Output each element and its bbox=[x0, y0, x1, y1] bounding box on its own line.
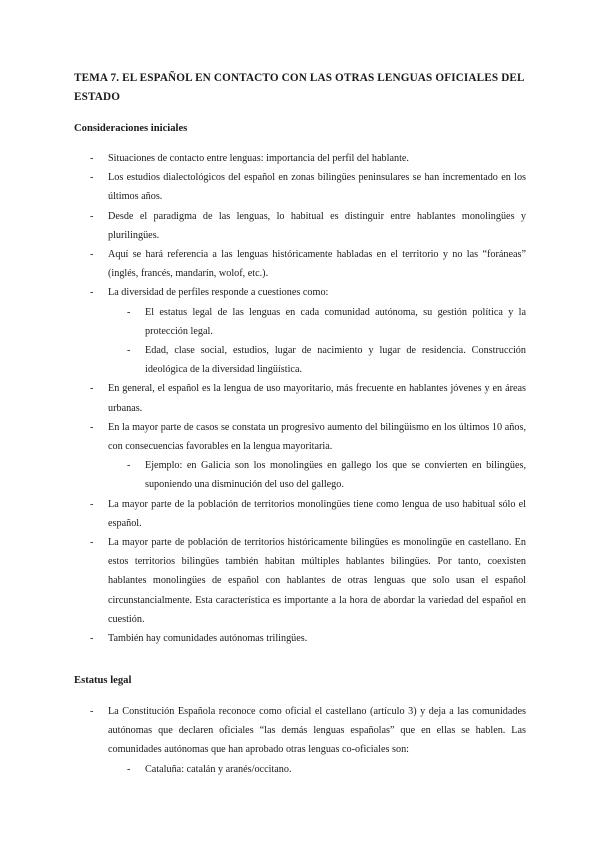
list-item: - La Constitución Española reconoce como oficial el castellano (artículo 3) y deja a las comunidades autónomas que declaren oficiales “las demás lenguas españolas” que en ellas se hablen. Las comunidades autónomas que han aprobado otras lenguas co-oficiales son: bbox=[108, 702, 526, 760]
sub-list-item: - El estatus legal de las lenguas en cada comunidad autónoma, su gestión política y la protección legal. bbox=[145, 303, 526, 341]
list-item: - Situaciones de contacto entre lenguas: importancia del perfil del hablante. bbox=[108, 149, 526, 168]
sub-list-item: - Cataluña: catalán y aranés/occitano. bbox=[145, 760, 526, 779]
list-item: - Los estudios dialectológicos del español en zonas bilingües peninsulares se han incrementado en los últimos años. bbox=[108, 168, 526, 206]
list-item: - La mayor parte de la población de territorios monolingües tiene como lengua de uso habitual sólo el español. bbox=[108, 495, 526, 533]
section-heading-consideraciones: Consideraciones iniciales bbox=[74, 123, 188, 134]
list-item: - La mayor parte de población de territorios históricamente bilingües es monolingüe en castellano. En estos territorios bilingües también habitan múltiples hablantes bilingües. Por tanto, coexisten hablantes monolingües de español con hablantes de otras lenguas que solo usan el español circunstancialmente. Esta característica es importante a la hora de abordar la variedad del español en cuestión. bbox=[108, 533, 526, 629]
bullet-list-estatus-legal bbox=[0, 702, 600, 779]
list-item: - También hay comunidades autónomas trilingües. bbox=[108, 629, 526, 648]
sub-list-item: - Edad, clase social, estudios, lugar de nacimiento y lugar de residencia. Construcción ideológica de la diversidad lingüística. bbox=[145, 341, 526, 379]
section-heading-estatus-legal: Estatus legal bbox=[74, 675, 132, 686]
document-title: TEMA 7. EL ESPAÑOL EN CONTACTO CON LAS OTRAS LENGUAS OFICIALES DEL ESTADO bbox=[74, 72, 525, 103]
list-item: - En general, el español es la lengua de uso mayoritario, más frecuente en hablantes jóvenes y en áreas urbanas. bbox=[108, 379, 526, 417]
sub-list-item: - Ejemplo: en Galicia son los monolingües en gallego los que se convierten en bilingües, suponiendo una disminución del uso del gallego. bbox=[145, 456, 526, 494]
list-item: - La diversidad de perfiles responde a cuestiones como: bbox=[108, 283, 526, 302]
list-item: - Aquí se hará referencia a las lenguas históricamente habladas en el territorio y no las “foráneas” (inglés, francés, mandarín, wolof, etc.). bbox=[108, 245, 526, 283]
bullet-list-consideraciones bbox=[0, 149, 600, 648]
list-item: - Desde el paradigma de las lenguas, lo habitual es distinguir entre hablantes monolingües y plurilingües. bbox=[108, 207, 526, 245]
list-item: - En la mayor parte de casos se constata un progresivo aumento del bilingüismo en los últimos 10 años, con consecuencias favorables en la lengua mayoritaria. bbox=[108, 418, 526, 456]
